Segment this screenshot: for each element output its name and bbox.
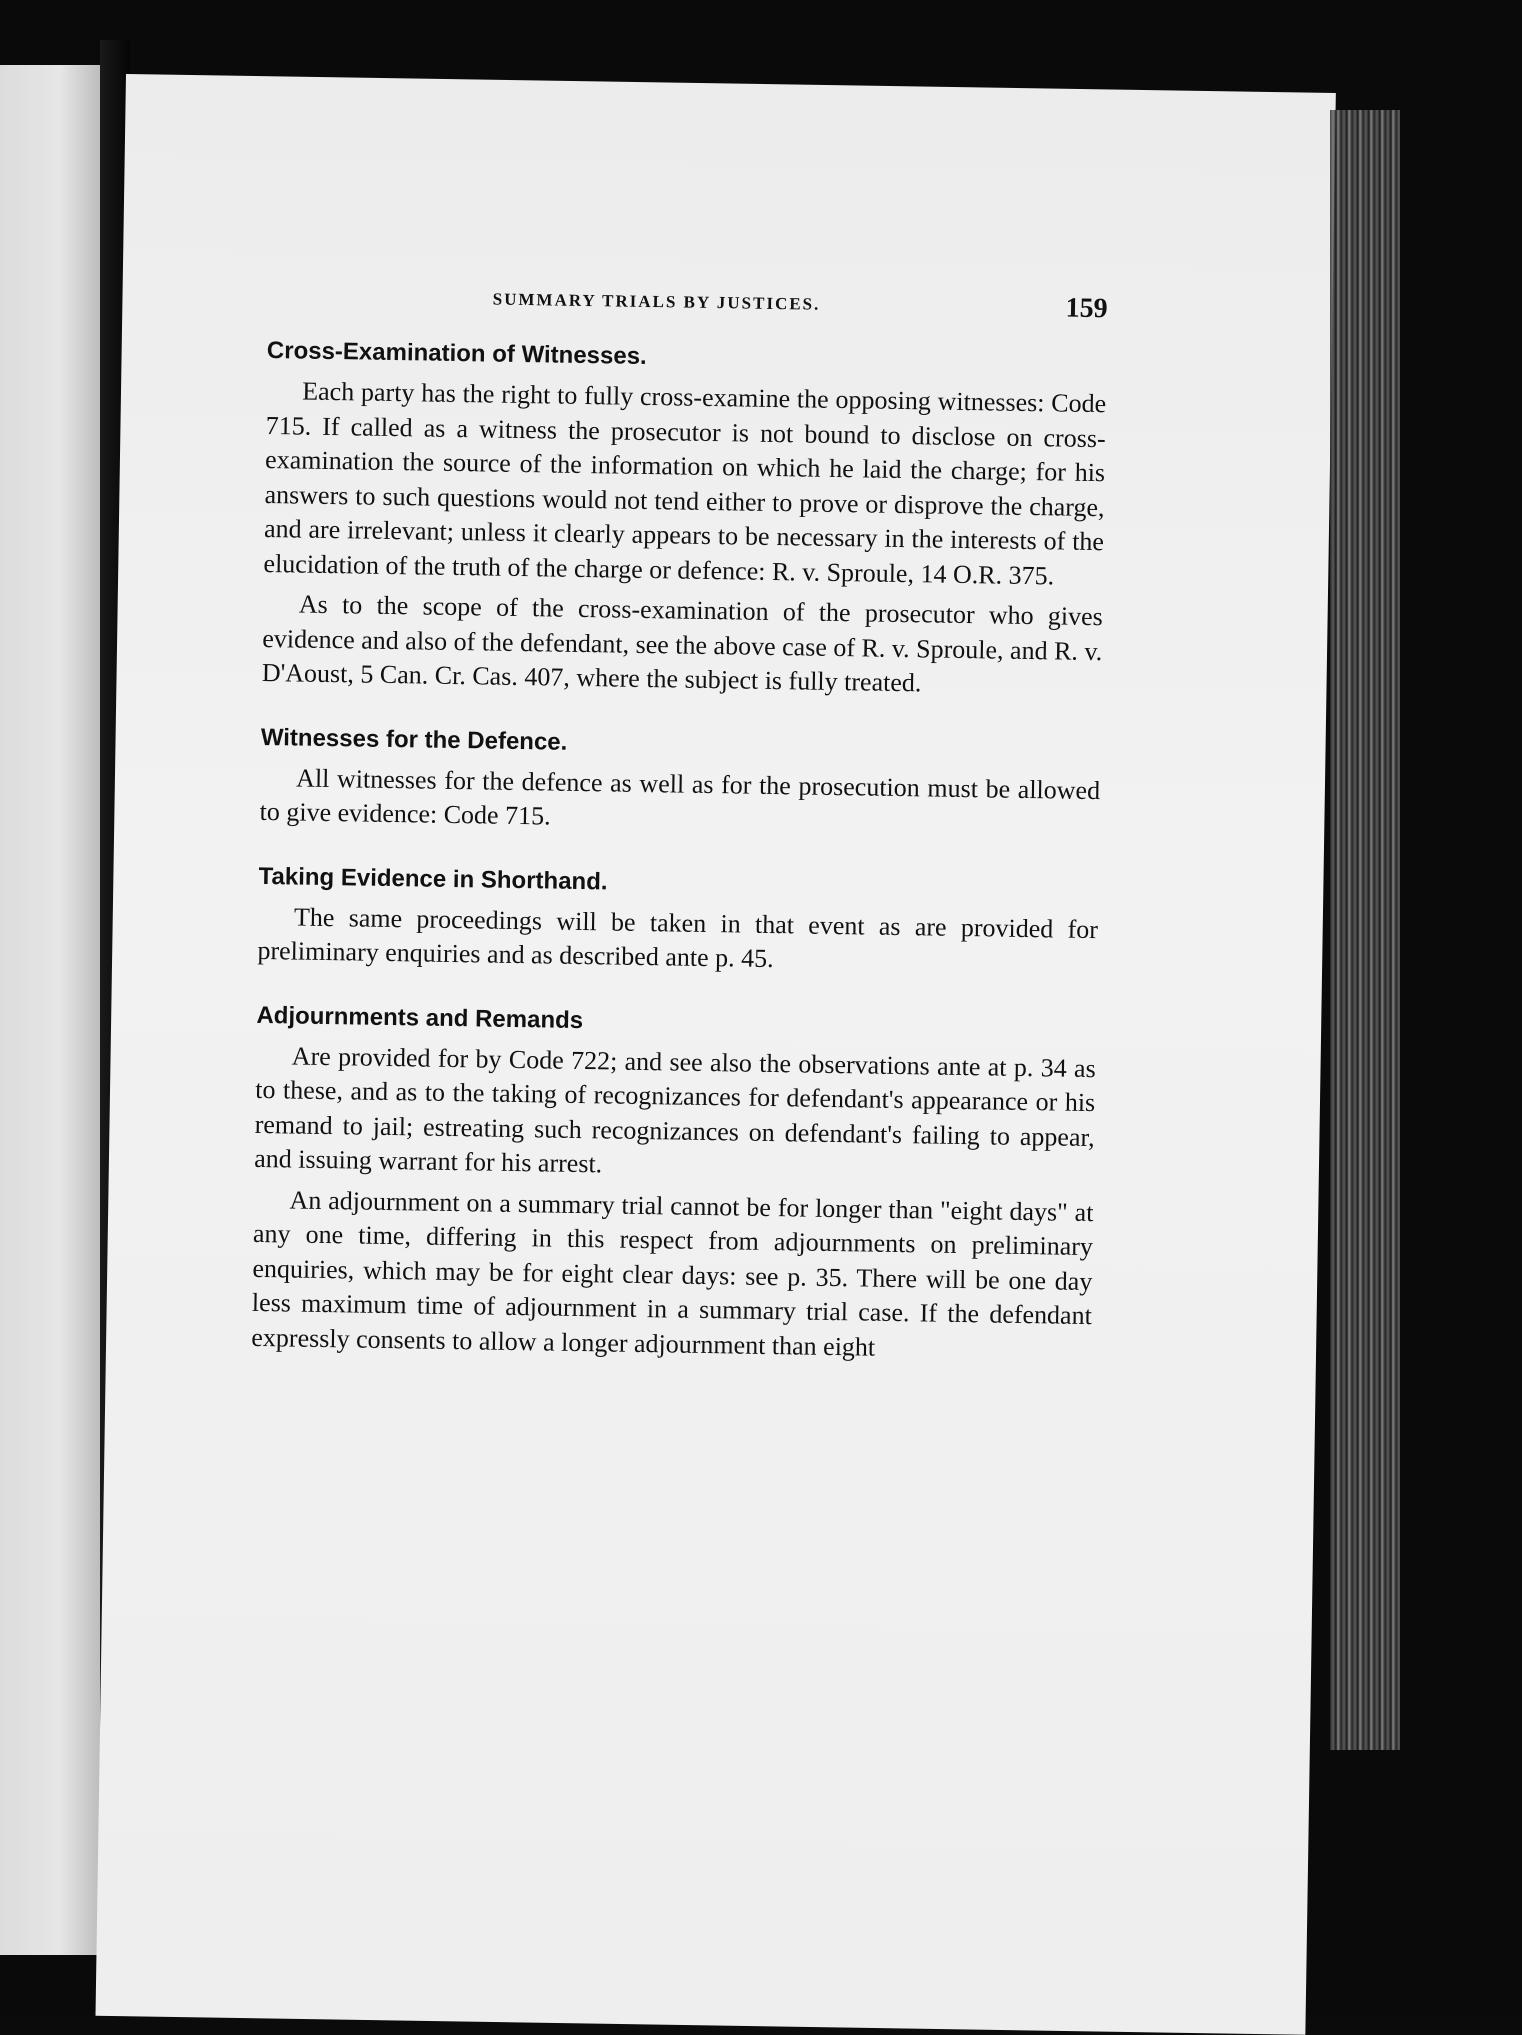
previous-page-edge <box>0 65 100 1955</box>
paragraph: All witnesses for the defence as well as for the prosecution must be allowed to give evidence: Code 715. <box>259 763 1101 831</box>
section-shorthand <box>257 859 1099 981</box>
page-text <box>251 280 1108 1374</box>
paragraph: Each party has the right to fully cross-examine the opposing witnesses: Code 715. If called as a witness the prosecutor is not bound to disclose on cross-examination the source of the information on which he laid the charge; for his answers to such questions would not tend either to prove or disprove the charge, and are irrelevant; unless it clearly appears to be necessary in the interests of the elucidation of the truth of the charge or defence: R. v. Sproule, 14 O.R. 375. <box>263 376 1107 590</box>
page-number: 159 <box>1065 292 1108 325</box>
paragraph: An adjournment on a summary trial cannot be for longer than "eight days" at any one time, differing in this respect from adjournments on preliminary enquiries, which may be for eight clear days: see p. 35. There will be one day less maximum time of adjournment in a summary trial case. If the defendant expressly consents to allow a longer adjournment than eight <box>251 1184 1094 1362</box>
section-heading: Cross-Examination of Witnesses. <box>266 336 647 370</box>
paragraph: As to the scope of the cross-examination of the prosecutor who gives evidence and also of the defendant, see the above case of R. v. Sproule, and R. v. D'Aoust, 5 Can. Cr. Cas. 407, where the subject is fully treated. <box>261 589 1104 698</box>
section-heading: Taking Evidence in Shorthand. <box>258 862 608 895</box>
page-stack-edge <box>1330 110 1400 1750</box>
section-cross-examination <box>262 334 1107 704</box>
section-witnesses-defence <box>259 720 1101 842</box>
running-title: SUMMARY TRIALS BY JUSTICES. <box>492 289 821 314</box>
section-heading: Adjournments and Remands <box>256 1001 584 1034</box>
section-adjournments <box>251 998 1096 1368</box>
paragraph: The same proceedings will be taken in that event as are provided for preliminary enquiries and as described ante p. 45. <box>257 901 1099 974</box>
section-heading: Witnesses for the Defence. <box>260 723 568 756</box>
paragraph: Are provided for by Code 722; and see also the observations ante at p. 34 as to these, and as to the taking of recognizances for defendant's appearance or his remand to jail; estreating such recognizances on defendant's failing to appear, and issuing warrant for his arrest. <box>253 1040 1096 1179</box>
